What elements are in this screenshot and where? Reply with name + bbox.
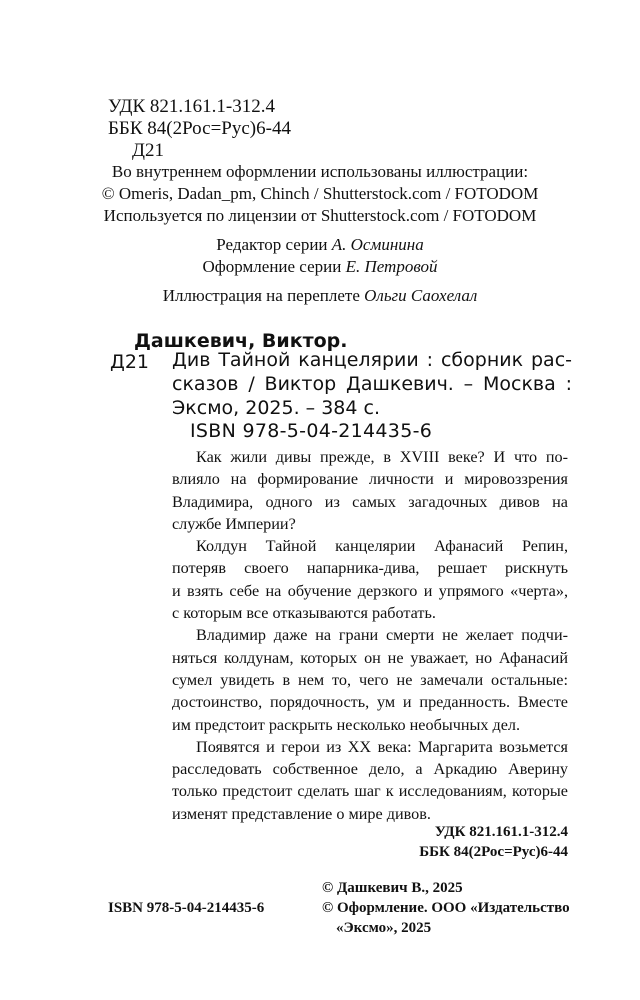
annotation-line: няться колдунам, которых он не уважает, но Афанасий [172,648,568,667]
credits-line-3: Используется по лицензии от Shutterstock.com / FOTODOM [103,206,537,225]
annotation-line: им предстоит раскрыть несколько необычных дел. [172,715,521,734]
annotation-line: только предстоит сделать шаг к исследованиям, которые [172,782,568,801]
series-design-label: Оформление серии [202,257,342,276]
udk-code: УДК 821.161.1-312.4 [108,96,275,117]
credits-line-2: © Omeris, Dadan_pm, Chinch / Shutterstock.com / FOTODOM [101,184,539,203]
annotation-paragraph [172,736,568,825]
annotation-line: изменят представление о мире дивов. [172,804,431,823]
annotation-line: влияло на формирование личности и мировоззрения [172,470,568,489]
credits-line-1: Во внутреннем оформлении использованы иллюстрации: [111,162,529,181]
annotation-paragraph [172,446,568,535]
annotation-line: расследовать собственное дело, а Аркадию Аверину [172,760,568,779]
copyright-author: © Дашкевич В., 2025 [322,880,463,896]
catalog-title-line: Эксмо, 2025. – 384 с. [172,397,380,419]
annotation-line: Появятся и герои из XX века: Маргарита возьмется [196,737,568,756]
author-code: Д21 [132,140,164,161]
series-design-name: Е. Петровой [345,257,438,276]
annotation-paragraph [172,624,568,735]
footer-isbn: ISBN 978-5-04-214435-6 [108,900,265,916]
annotation-line: Колдун Тайной канцелярии Афанасий Репин, [196,537,568,556]
annotation-line: сумел увидеть в нем то, чего не замечали остальные: [172,670,568,689]
series-editor-line [0,235,640,255]
annotation-line: с которым все отказываются работать. [172,604,436,623]
cover-illustration-label: Иллюстрация на переплете [162,286,360,305]
catalog-author: Дашкевич, Виктор. [134,330,348,352]
footer-udk: УДК 821.161.1-312.4 [434,824,568,840]
annotation-line: потеряв своего напарника-дива, решает рискнуть [172,559,568,578]
catalog-isbn: ISBN 978-5-04-214435-6 [190,420,433,442]
annotation-line: службе Империи? [172,514,296,533]
catalog-title-block [172,348,572,420]
series-editor-label: Редактор серии [216,235,328,254]
annotation-line: Как жили дивы прежде, в XVIII веке? И что по- [196,448,568,466]
copyright-design: © Оформление. ООО «Издательство [322,900,570,916]
catalog-title-line: сказов / Виктор Дашкевич. – Москва : [172,373,572,395]
annotation-line: и взять себе на обучение дерзкого и упрямого «черта», [172,581,568,600]
cover-illustration-name: Ольги Саохелал [364,286,478,305]
annotation [172,446,568,825]
annotation-line: Владимира, одного из самых загадочных дивов на [172,492,568,511]
copyright-publisher: «Эксмо», 2025 [336,920,432,936]
annotation-line: Владимир даже на грани смерти не желает подчи- [196,626,568,645]
bbk-code: ББК 84(2Рос=Рус)6-44 [108,118,291,139]
catalog-call-code: Д21 [110,351,150,373]
annotation-line: достоинство, порядочность, ум и преданность. Вместе [172,693,568,712]
footer-bbk: ББК 84(2Рос=Рус)6-44 [419,844,568,860]
series-design-line [0,257,640,277]
catalog-title-line: Див Тайной канцелярии : сборник рас- [172,349,572,371]
series-editor-name: А. Осминина [331,235,424,254]
annotation-paragraph [172,535,568,624]
cover-illustration-line [0,286,640,306]
